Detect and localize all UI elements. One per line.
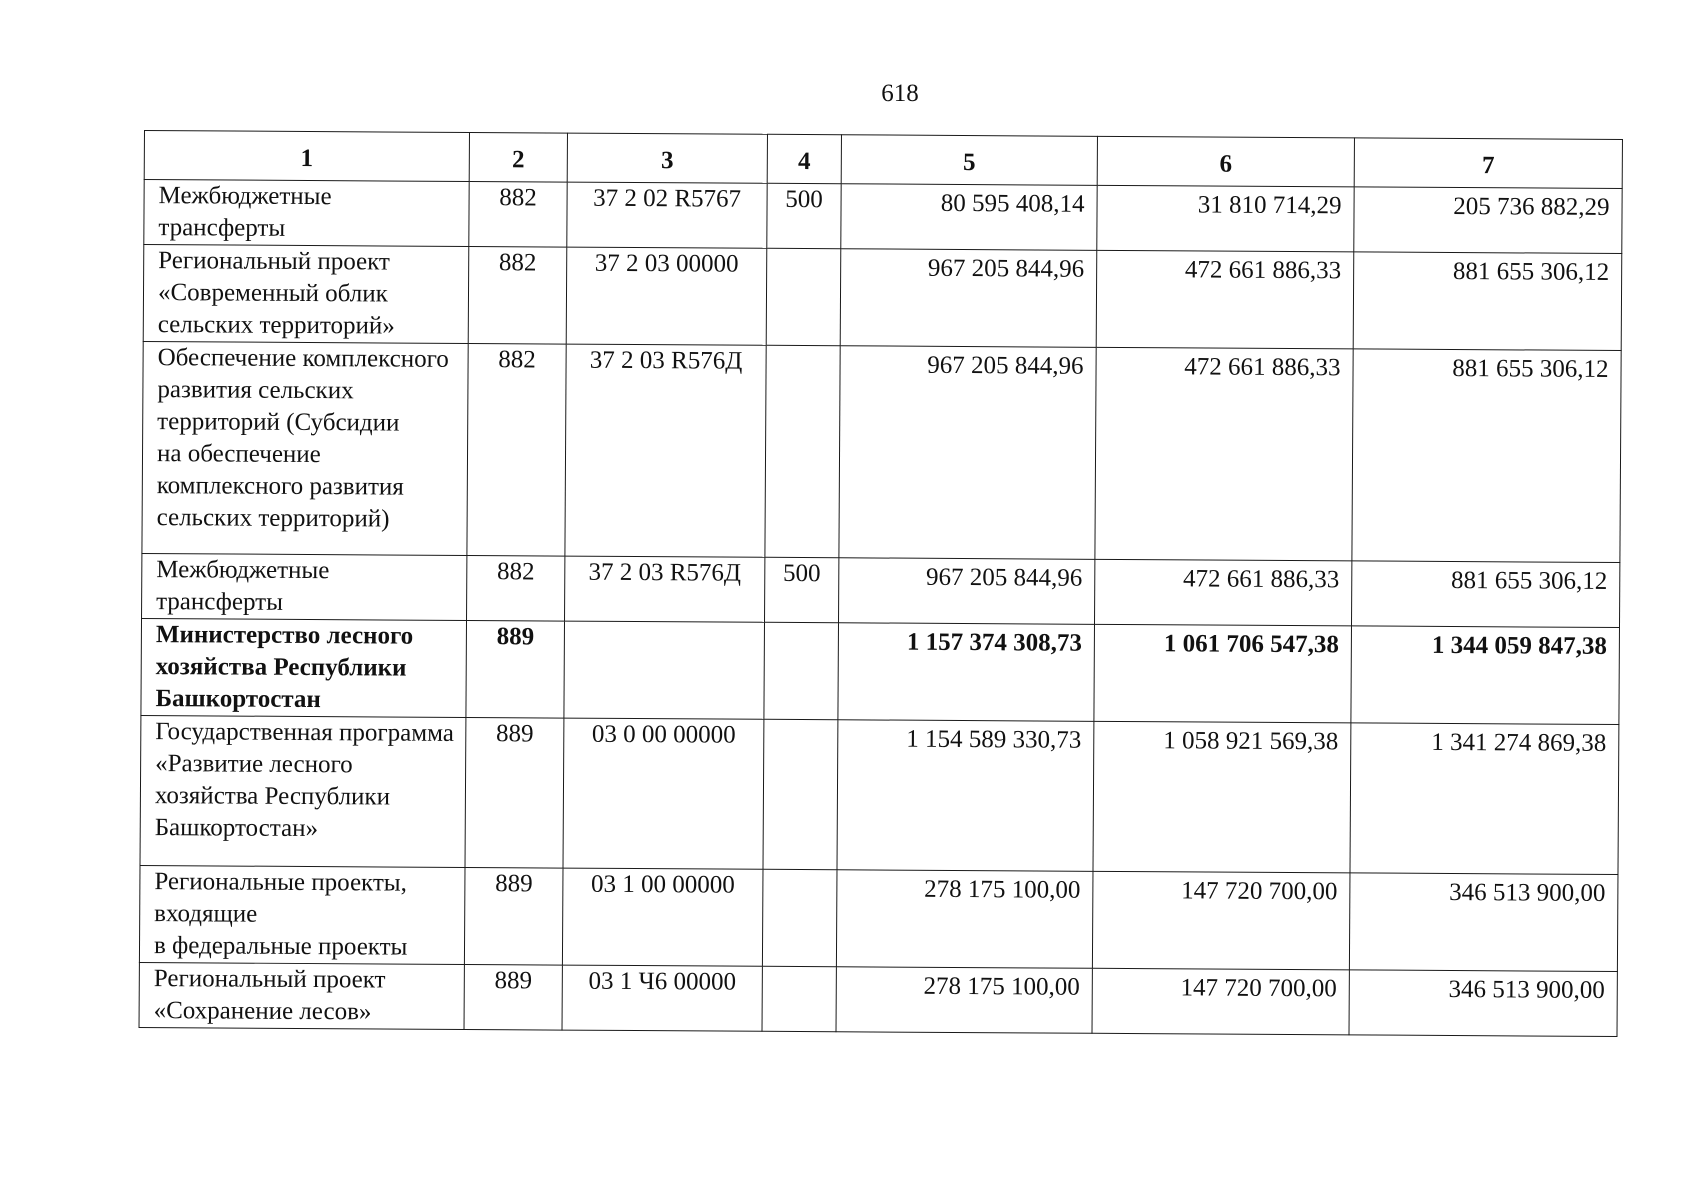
cell-value-7: 881 655 306,12 [1351,561,1619,628]
cell-name: Региональный проект «Сохранение лесов» [139,962,464,1029]
table-row [142,553,1620,627]
cell-expense-type [762,966,836,1031]
cell-expense-type [765,345,840,557]
cell-name: Региональный проект «Современный облик сельских территорий» [143,245,469,344]
cell-ministry-code: 882 [467,555,565,621]
page-number: 618 [881,80,919,107]
cell-value-5: 278 175 100,00 [836,870,1093,969]
cell-value-7: 346 513 900,00 [1349,873,1618,972]
cell-expense-type: 500 [767,183,841,248]
cell-value-5: 967 205 844,96 [839,346,1096,560]
table-row [139,865,1618,971]
table-row [140,715,1619,874]
cell-value-7: 1 341 274 869,38 [1350,723,1619,875]
cell-target-code: 37 2 02 R5767 [567,182,767,248]
table-row [141,618,1620,724]
cell-ministry-code: 889 [465,717,564,868]
cell-target-code: 03 0 00 00000 [563,718,764,869]
cell-expense-type [763,719,838,869]
column-header-2: 2 [469,132,567,182]
cell-target-code [564,621,765,719]
table-header [144,131,1622,189]
cell-ministry-code: 889 [466,620,565,718]
cell-value-6: 472 661 886,33 [1095,347,1353,561]
cell-name: Региональные проекты, входящие в федеральные проекты [139,865,465,964]
cell-expense-type: 500 [765,557,839,622]
cell-ministry-code: 882 [468,246,567,344]
column-header-5: 5 [841,135,1097,186]
cell-value-7: 881 655 306,12 [1353,252,1622,351]
cell-value-5: 1 157 374 308,73 [838,623,1095,722]
cell-target-code: 37 2 03 R576Д [565,344,766,557]
cell-expense-type [762,869,837,966]
column-header-7: 7 [1354,138,1622,189]
column-header-6: 6 [1097,136,1354,187]
cell-value-5: 278 175 100,00 [836,967,1092,1034]
cell-target-code: 37 2 03 R576Д [565,556,765,622]
cell-name: Межбюджетные трансферты [144,180,469,247]
cell-value-7: 1 344 059 847,38 [1351,626,1620,725]
table-row [143,245,1622,351]
cell-expense-type [764,622,839,719]
table-row [139,962,1617,1036]
cell-value-5: 967 205 844,96 [839,558,1095,625]
cell-value-6: 1 058 921 569,38 [1093,721,1351,873]
cell-value-6: 472 661 886,33 [1096,250,1354,349]
cell-name: Министерство лесного хозяйства Республики Башкортостан [141,618,467,717]
cell-value-6: 1 061 706 547,38 [1094,624,1352,723]
cell-value-6: 147 720 700,00 [1092,871,1350,970]
cell-ministry-code: 889 [464,867,563,965]
cell-value-5: 1 154 589 330,73 [837,720,1094,872]
cell-value-7: 205 736 882,29 [1354,187,1622,254]
cell-name: Государственная программа «Развитие лесного хозяйства Республики Башкортостан» [140,715,466,867]
table-row [142,341,1621,562]
cell-value-7: 881 655 306,12 [1352,349,1621,563]
cell-value-6: 472 661 886,33 [1094,559,1351,626]
column-header-4: 4 [767,134,841,183]
cell-target-code: 03 1 00 00000 [562,868,763,966]
cell-value-6: 31 810 714,29 [1097,185,1354,252]
cell-name: Обеспечение комплексного развития сельских территорий (Субсидии на обеспечение комплексного развития сельских территорий) [142,341,468,555]
cell-value-7: 346 513 900,00 [1349,970,1617,1037]
cell-value-5: 80 595 408,14 [841,184,1097,251]
column-header-1: 1 [144,131,469,182]
cell-name: Межбюджетные трансферты [142,553,467,620]
cell-ministry-code: 882 [467,343,566,556]
table-body [139,180,1622,1037]
cell-target-code: 37 2 03 00000 [566,247,767,345]
column-header-3: 3 [567,133,767,183]
cell-expense-type [766,248,841,345]
cell-value-6: 147 720 700,00 [1092,968,1349,1035]
cell-ministry-code: 889 [464,964,562,1030]
header-row [144,131,1622,189]
cell-target-code: 03 1 Ч6 00000 [562,965,762,1031]
table-row [144,180,1622,254]
cell-value-5: 967 205 844,96 [840,249,1097,348]
cell-ministry-code: 882 [469,181,567,247]
budget-table [139,130,1623,1037]
